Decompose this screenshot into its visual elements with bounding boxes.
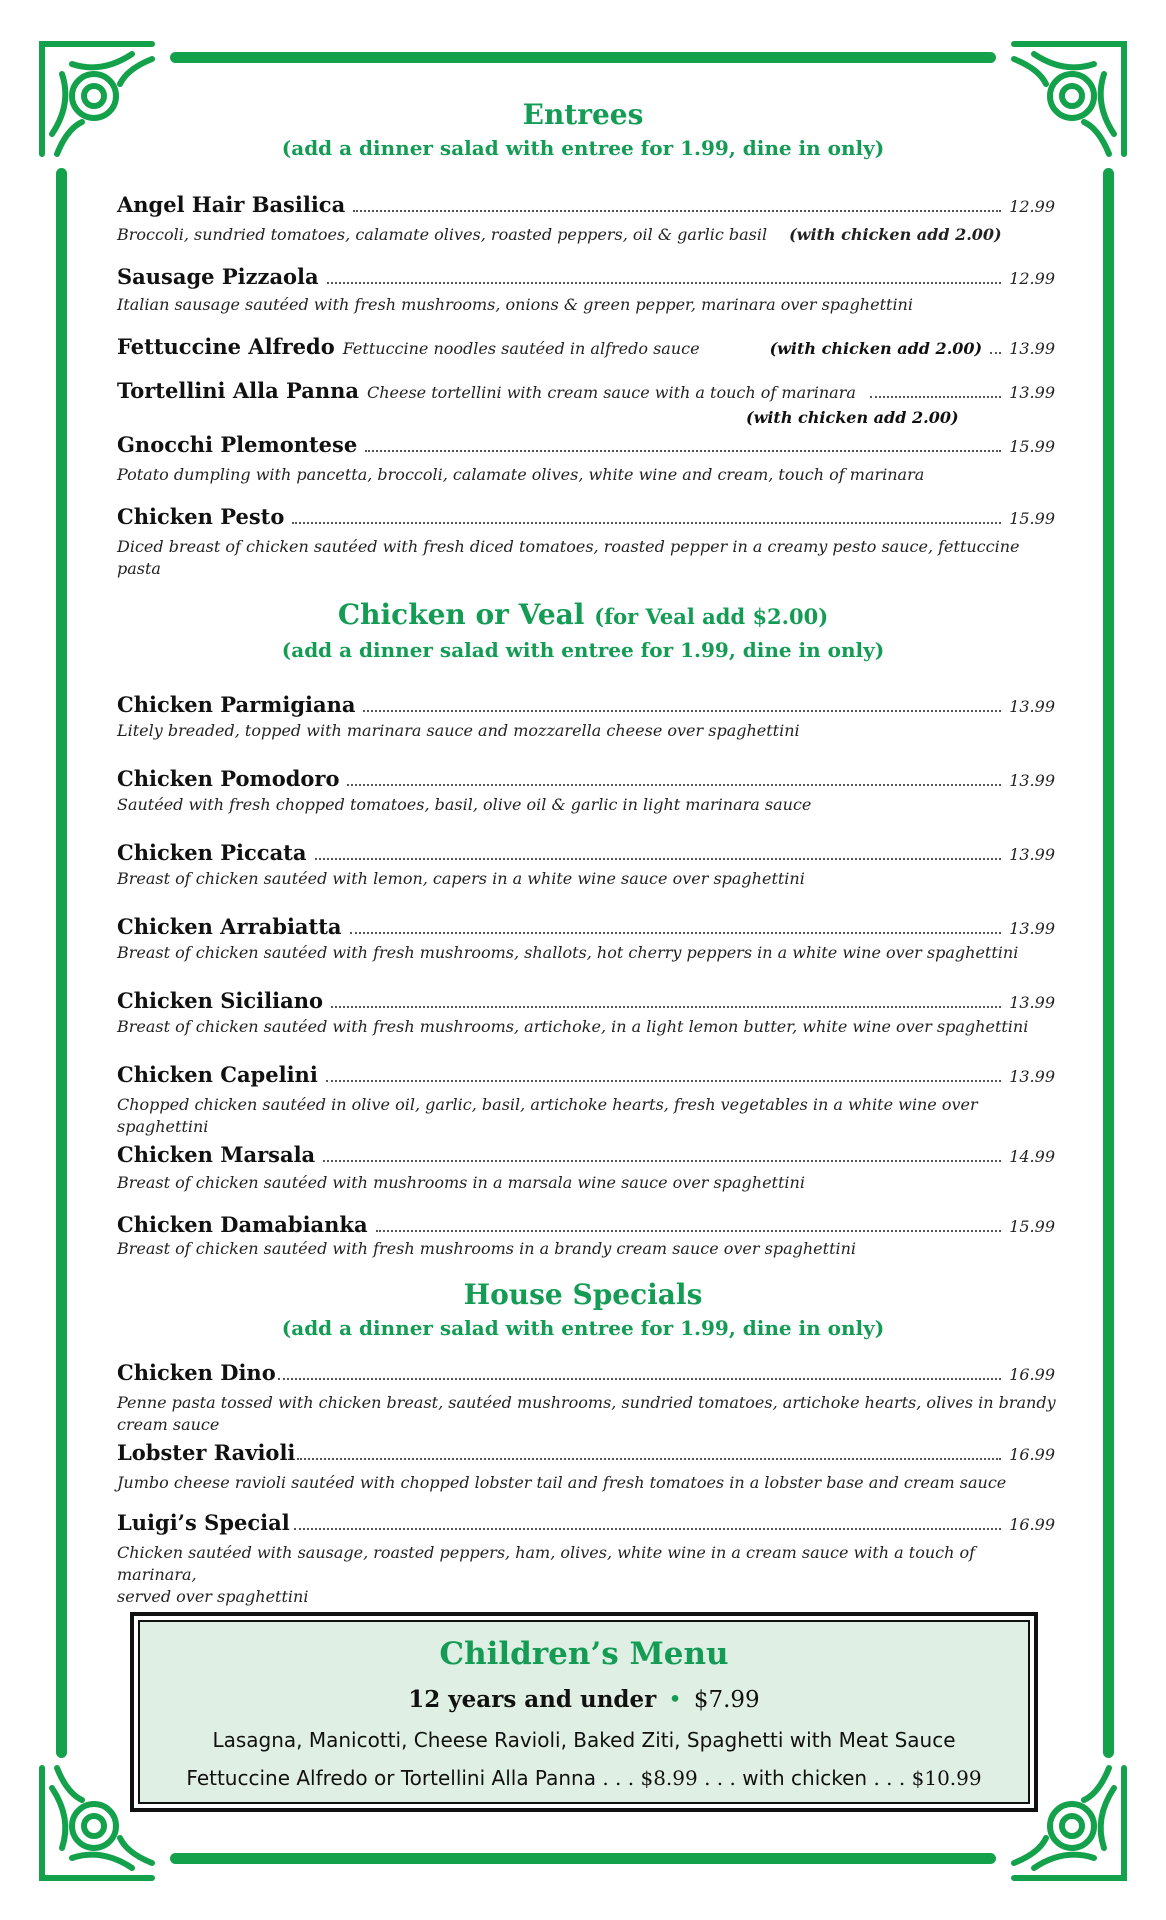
menu-item-row <box>117 1360 1055 1388</box>
menu-item-row <box>117 334 1055 362</box>
item-chicken-option: (with chicken add 2.00) <box>769 339 983 358</box>
item-name: Gnocchi Plemontese <box>117 432 358 457</box>
item-price: 13.99 <box>1009 339 1055 358</box>
item-description-line: Chicken sautéed with sausage, roasted peppers, ham, olives, white wine in a cream sauce with a touch of marinara, <box>117 1543 976 1584</box>
item-description <box>117 224 1057 246</box>
childrens-menu-title: Children’s Menu <box>439 1636 729 1672</box>
item-name: Sausage Pizzaola <box>117 264 319 289</box>
item-name: Chicken Dino <box>117 1360 276 1385</box>
leader-dots <box>278 1374 1001 1380</box>
item-price: 13.99 <box>1009 1067 1055 1086</box>
house-specials-subtitle: (add a dinner salad with entree for 1.99, dine in only) <box>281 1316 885 1340</box>
childrens-upgrade-items: Fettuccine Alfredo or Tortellini Alla Panna <box>186 1766 596 1790</box>
childrens-menu-panel <box>138 1620 1030 1804</box>
item-price: 13.99 <box>1009 771 1055 790</box>
item-name: Chicken Pomodoro <box>117 766 340 791</box>
item-description-line: served over spaghettini <box>117 1587 309 1606</box>
menu-item-row <box>117 192 1055 220</box>
menu-item-row <box>117 988 1055 1016</box>
childrens-price: $7.99 <box>693 1687 760 1713</box>
item-name: Chicken Marsala <box>117 1142 316 1167</box>
entrees-subtitle: (add a dinner salad with entree for 1.99, dine in only) <box>281 136 885 160</box>
item-price: 16.99 <box>1009 1365 1055 1384</box>
item-price: 14.99 <box>1009 1147 1055 1166</box>
menu-item-row <box>117 264 1055 292</box>
top-border-rule <box>170 52 996 63</box>
menu-item-row <box>117 504 1055 532</box>
leader-dots <box>323 1156 1001 1162</box>
item-price: 12.99 <box>1009 197 1055 216</box>
childrens-menu-box <box>130 1612 1038 1812</box>
leader-dots <box>376 1226 1002 1232</box>
chicken-veal-subtitle: (add a dinner salad with entree for 1.99, dine in only) <box>281 638 885 662</box>
menu-item-row <box>117 840 1055 868</box>
leader-dots <box>353 206 1001 212</box>
item-name: Chicken Pesto <box>117 504 285 529</box>
childrens-with-chicken-label: with chicken <box>742 1766 868 1790</box>
item-name: Fettuccine Alfredo <box>117 334 335 359</box>
item-description: Chopped chicken sautéed in olive oil, garlic, basil, artichoke hearts, fresh vegetables in a white wine over spaghettini <box>117 1095 978 1136</box>
item-name: Tortellini Alla Panna <box>117 378 359 403</box>
item-description: Penne pasta tossed with chicken breast, sautéed mushrooms, sundried tomatoes, artichoke hearts, olives in brandy cream sauce <box>117 1393 1056 1434</box>
item-chicken-option: (with chicken add 2.00) <box>789 225 1002 244</box>
childrens-age-label: 12 years and under <box>408 1686 657 1713</box>
item-name: Chicken Parmigiana <box>117 692 356 717</box>
item-price: 13.99 <box>1009 845 1055 864</box>
right-border-rule <box>1103 168 1114 1758</box>
item-name: Chicken Capelini <box>117 1062 318 1087</box>
menu-item-row <box>117 1212 1055 1240</box>
childrens-with-chicken-price: . . . $10.99 <box>873 1766 982 1790</box>
menu-item-row <box>117 432 1055 460</box>
menu-item-row <box>117 378 1055 406</box>
item-name: Chicken Damabianka <box>117 1212 368 1237</box>
item-price: 13.99 <box>1009 697 1055 716</box>
childrens-menu-upgrade-line <box>140 1766 1028 1790</box>
item-price: 16.99 <box>1009 1445 1055 1464</box>
house-specials-title: House Specials <box>463 1278 703 1311</box>
item-description <box>117 1542 1057 1608</box>
item-name: Angel Hair Basilica <box>117 192 346 217</box>
leader-dots <box>365 446 1001 452</box>
leader-dots <box>331 1002 1001 1008</box>
item-description: Breast of chicken sautéed with fresh mushrooms in a brandy cream sauce over spaghettini <box>117 1239 857 1258</box>
leader-dots <box>315 854 1002 860</box>
item-name: Chicken Arrabiatta <box>117 914 342 939</box>
item-description: Breast of chicken sautéed with mushrooms in a marsala wine sauce over spaghettini <box>117 1173 805 1192</box>
chicken-veal-title <box>0 598 1166 631</box>
item-description: Litely breaded, topped with marinara sauce and mozzarella cheese over spaghettini <box>117 721 800 740</box>
menu-item-row <box>117 692 1055 720</box>
leader-dots <box>326 1076 1001 1082</box>
leader-dots <box>363 706 1001 712</box>
left-border-rule <box>56 168 67 1758</box>
item-description: Jumbo cheese ravioli sautéed with chopped lobster tail and fresh tomatoes in a lobster base and cream sauce <box>117 1473 1007 1492</box>
menu-item-row <box>117 1142 1055 1170</box>
bullet-separator: • <box>668 1687 682 1713</box>
leader-dots <box>990 348 1001 354</box>
item-description: Sautéed with fresh chopped tomatoes, basil, olive oil & garlic in light marinara sauce <box>117 795 812 814</box>
item-description: Breast of chicken sautéed with lemon, capers in a white wine sauce over spaghettini <box>117 869 805 888</box>
item-description-text: Broccoli, sundried tomatoes, calamate olives, roasted peppers, oil & garlic basil <box>117 225 768 244</box>
item-name: Luigi’s Special <box>117 1510 290 1535</box>
item-price: 15.99 <box>1009 437 1055 456</box>
menu-item-row <box>117 914 1055 942</box>
chicken-veal-title-text: Chicken or Veal <box>337 598 585 631</box>
menu-item-row <box>117 1440 1055 1468</box>
leader-dots <box>327 278 1002 284</box>
item-inline-description: Cheese tortellini with cream sauce with a touch of marinara <box>366 383 856 402</box>
leader-dots <box>350 928 1002 934</box>
veal-price-note: (for Veal add $2.00) <box>594 604 829 629</box>
item-name: Chicken Siciliano <box>117 988 323 1013</box>
leader-dots <box>292 518 1001 524</box>
item-price: 13.99 <box>1009 993 1055 1012</box>
item-price: 15.99 <box>1009 509 1055 528</box>
childrens-age-line <box>140 1686 1028 1713</box>
item-description: Italian sausage sautéed with fresh mushrooms, onions & green pepper, marinara over spaghettini <box>117 295 913 314</box>
item-description: Breast of chicken sautéed with fresh mushrooms, shallots, hot cherry peppers in a white wine over spaghettini <box>117 943 1019 962</box>
item-price: 12.99 <box>1009 269 1055 288</box>
item-name: Chicken Piccata <box>117 840 307 865</box>
leader-dots <box>297 1454 1001 1460</box>
leader-dots <box>294 1524 1002 1530</box>
item-description: Potato dumpling with pancetta, broccoli, calamate olives, white wine and cream, touch of marinara <box>117 465 925 484</box>
item-description: Diced breast of chicken sautéed with fresh diced tomatoes, roasted pepper in a creamy pesto sauce, fettuccine pasta <box>117 537 1020 578</box>
menu-item-row <box>117 1062 1055 1090</box>
item-chicken-option: (with chicken add 2.00) <box>746 408 959 427</box>
leader-dots <box>870 392 1001 398</box>
childrens-menu-items: Lasagna, Manicotti, Cheese Ravioli, Baked Ziti, Spaghetti with Meat Sauce <box>212 1728 956 1752</box>
menu-item-row <box>117 766 1055 794</box>
childrens-upgrade-price: . . . $8.99 . . . <box>602 1766 736 1790</box>
item-price: 15.99 <box>1009 1217 1055 1236</box>
item-price: 16.99 <box>1009 1515 1055 1534</box>
item-description: Breast of chicken sautéed with fresh mushrooms, artichoke, in a light lemon butter, white wine over spaghettini <box>117 1017 1029 1036</box>
bottom-border-rule <box>170 1853 996 1864</box>
item-name: Lobster Ravioli <box>117 1440 296 1465</box>
leader-dots <box>347 780 1001 786</box>
item-price: 13.99 <box>1009 919 1055 938</box>
entrees-title: Entrees <box>522 98 644 131</box>
menu-item-row <box>117 1510 1055 1538</box>
item-price: 13.99 <box>1009 383 1055 402</box>
item-inline-description: Fettuccine noodles sautéed in alfredo sauce <box>342 339 700 358</box>
